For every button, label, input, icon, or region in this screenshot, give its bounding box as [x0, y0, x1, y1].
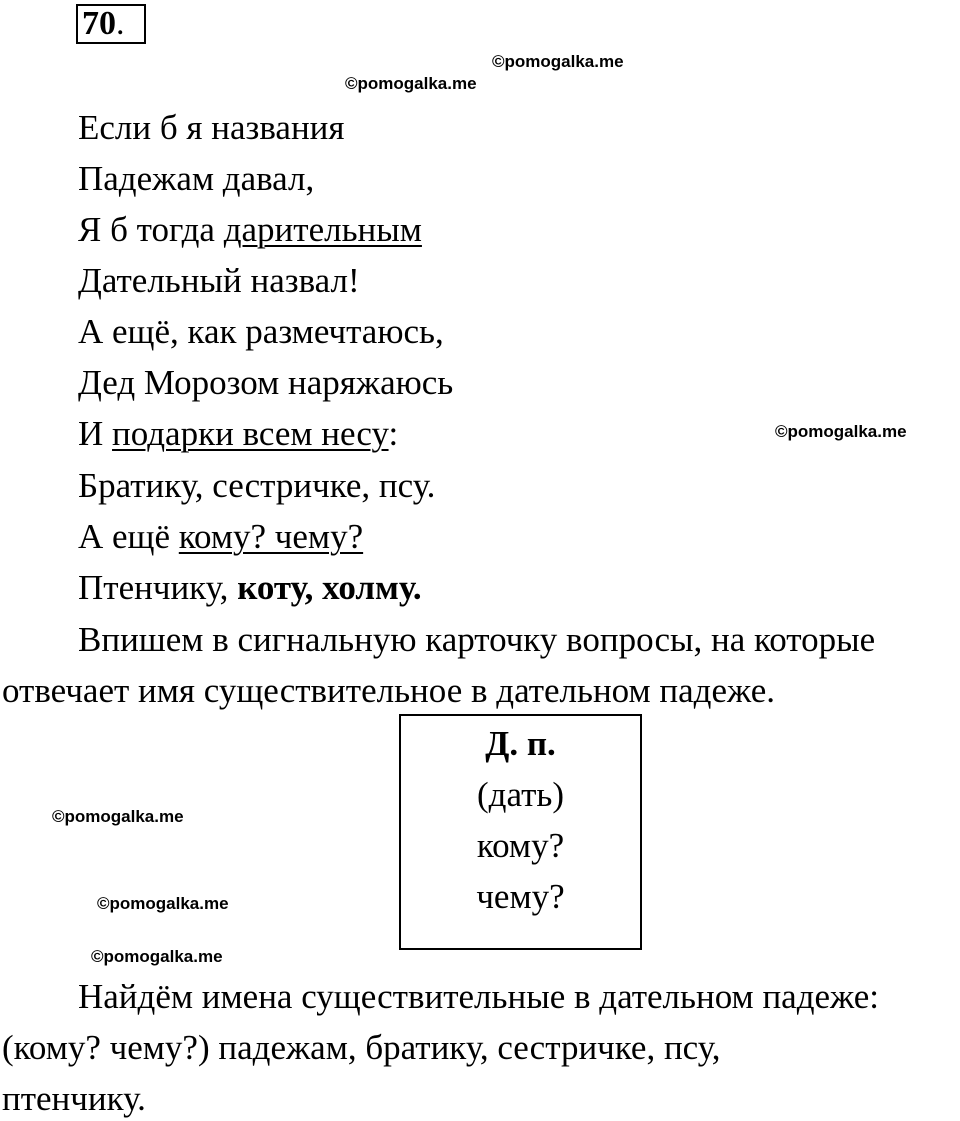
exercise-number: 70. — [82, 5, 125, 42]
paragraph-line: (кому? чему?) падежам, братику, сестричке, псу, — [2, 1028, 721, 1067]
watermark: ©pomogalka.me — [345, 74, 477, 93]
card-question: чему? — [476, 877, 565, 916]
poem-line: Если б я названия — [78, 108, 345, 147]
underlined-phrase: подарки всем несу — [112, 414, 389, 453]
bold-words: коту, холму. — [237, 568, 422, 607]
underlined-questions: кому? чему? — [178, 517, 364, 556]
card-verb: (дать) — [476, 775, 564, 814]
paragraph-line: отвечает имя существительное в дательном падеже. — [2, 671, 776, 710]
underlined-word: дарительным — [223, 210, 422, 249]
poem-line: А ещё, как размечтаюсь, — [78, 312, 444, 351]
watermark: ©pomogalka.me — [91, 947, 223, 966]
poem-line: Птенчику, коту, холму. — [78, 568, 422, 607]
card-title: Д. п. — [485, 724, 556, 763]
poem-line: Я б тогда дарительным — [78, 210, 422, 249]
watermark: ©pomogalka.me — [492, 52, 624, 71]
watermark: ©pomogalka.me — [97, 894, 229, 913]
poem-line: А ещё кому? чему? — [78, 517, 364, 556]
poem-line: Падежам давал, — [78, 159, 315, 198]
poem-line: Дед Морозом наряжаюсь — [78, 363, 454, 402]
paragraph-line: птенчику. — [2, 1079, 146, 1118]
poem-line: Братику, сестричке, псу. — [78, 466, 436, 505]
watermark: ©pomogalka.me — [52, 807, 184, 826]
poem-line: Дательный назвал! — [78, 261, 360, 300]
watermark: ©pomogalka.me — [775, 422, 907, 441]
paragraph-line: Найдём имена существительные в дательном падеже: — [78, 977, 880, 1016]
card-question: кому? — [476, 826, 565, 865]
signal-card — [399, 714, 642, 950]
poem-line: И подарки всем несу: — [78, 414, 399, 453]
paragraph-line: Впишем в сигнальную карточку вопросы, на которые — [78, 620, 876, 659]
